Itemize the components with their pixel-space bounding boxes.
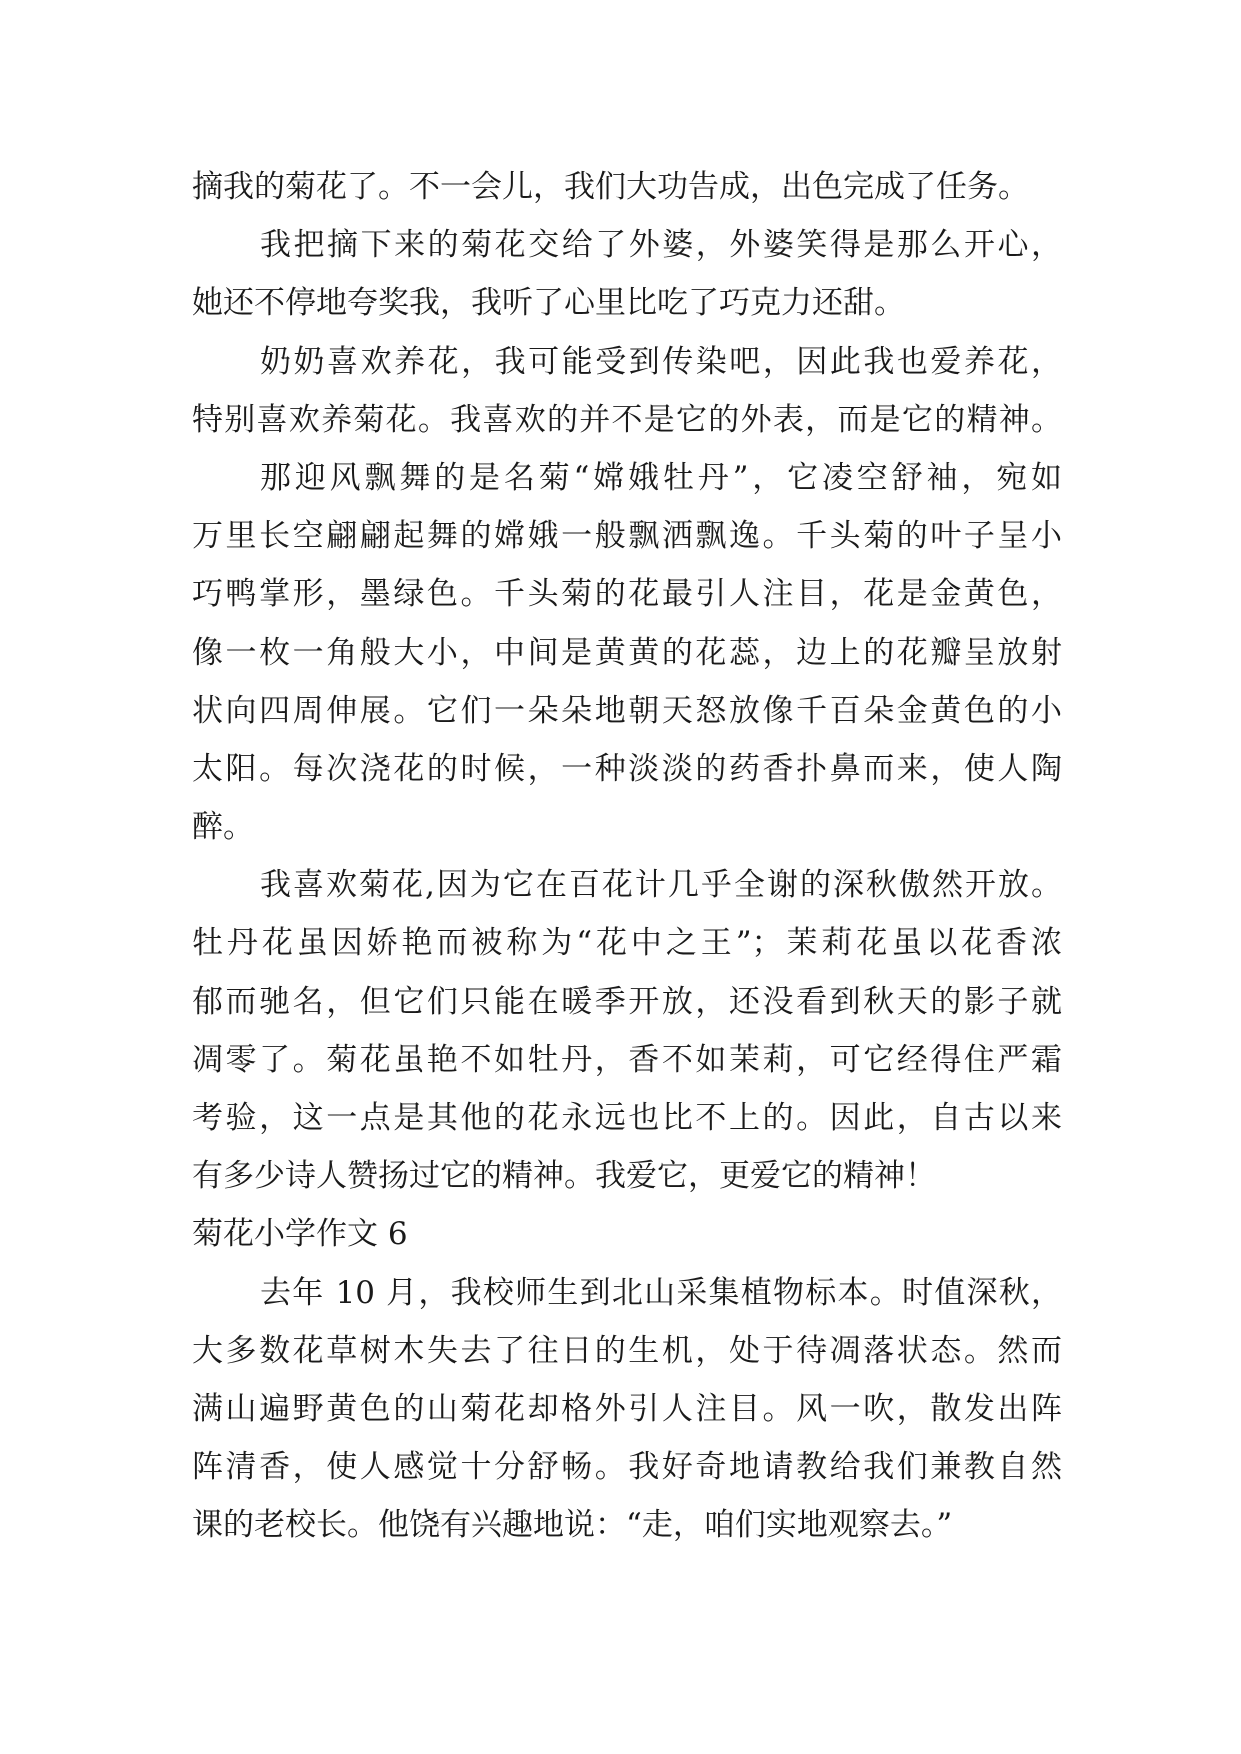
text-line: 大多数花草树木失去了往日的生机，处于待凋落状态。然而 xyxy=(192,1332,1062,1369)
text-line: 课的老校长。他饶有兴趣地说：“走，咱们实地观察去。” xyxy=(192,1507,953,1544)
section-heading xyxy=(192,1205,1062,1263)
text-line: 摘我的菊花了。不一会儿，我们大功告成，出色完成了任务。 xyxy=(192,169,1029,205)
text-line: 我把摘下来的菊花交给了外婆，外婆笑得是那么开心， xyxy=(260,227,1062,264)
text-line: 牡丹花虽因娇艳而被称为“花中之王”；茉莉花虽以花香浓 xyxy=(192,925,1062,962)
paragraph xyxy=(192,158,1062,216)
text-line: 去年 10 月，我校师生到北山采集植物标本。时值深秋， xyxy=(260,1274,1062,1311)
text-line: 她还不停地夸奖我，我听了心里比吃了巧克力还甜。 xyxy=(192,285,905,322)
text-line: 万里长空翩翩起舞的嫦娥一般飘洒飘逸。千头菊的叶子呈小 xyxy=(192,518,1062,555)
document-body xyxy=(192,158,1062,1555)
text-line: 巧鸭掌形，墨绿色。千头菊的花最引人注目，花是金黄色， xyxy=(192,576,1062,613)
text-line: 奶奶喜欢养花，我可能受到传染吧，因此我也爱养花， xyxy=(260,343,1062,380)
text-line: 阵清香，使人感觉十分舒畅。我好奇地请教给我们兼教自然 xyxy=(192,1449,1062,1486)
text-line: 特别喜欢养菊花。我喜欢的并不是它的外表，而是它的精神。 xyxy=(192,401,1062,438)
paragraph xyxy=(192,216,1062,332)
text-line: 像一枚一角般大小，中间是黄黄的花蕊，边上的花瓣呈放射 xyxy=(192,634,1062,671)
text-line: 状向四周伸展。它们一朵朵地朝天怒放像千百朵金黄色的小 xyxy=(192,692,1062,729)
text-line: 满山遍野黄色的山菊花却格外引人注目。风一吹，散发出阵 xyxy=(192,1390,1062,1427)
paragraph xyxy=(192,1264,1062,1555)
paragraph xyxy=(192,856,1062,1205)
text-line: 凋零了。菊花虽艳不如牡丹，香不如茉莉，可它经得住严霜 xyxy=(192,1041,1062,1078)
text-line: 醉。 xyxy=(192,809,254,846)
paragraph xyxy=(192,333,1062,449)
text-line: 考验，这一点是其他的花永远也比不上的。因此，自古以来 xyxy=(192,1100,1062,1136)
text-line: 那迎风飘舞的是名菊“嫦娥牡丹”，它凌空舒袖，宛如 xyxy=(260,459,1062,496)
text-line: 我喜欢菊花,因为它在百花计几乎全谢的深秋傲然开放。 xyxy=(260,867,1062,904)
heading-text: 菊花小学作文 6 xyxy=(192,1216,408,1253)
paragraph xyxy=(192,449,1062,856)
text-line: 郁而驰名，但它们只能在暖季开放，还没看到秋天的影子就 xyxy=(192,983,1062,1020)
text-line: 有多少诗人赞扬过它的精神。我爱它，更爱它的精神！ xyxy=(192,1158,936,1195)
text-line: 太阳。每次浇花的时候，一种淡淡的药香扑鼻而来，使人陶 xyxy=(192,750,1062,787)
